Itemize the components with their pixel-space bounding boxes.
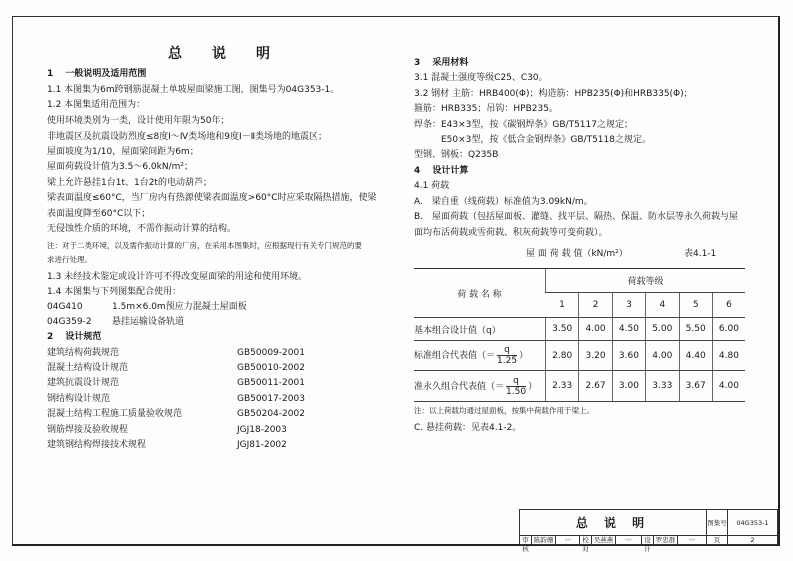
reviewer-name: 陈韵珊 [532,536,556,545]
weld-line: 焊条：E43×3型，按《碳钢焊条》GB/T5117之规定； [414,120,633,130]
page-number: 2 [728,536,778,545]
norm-code: GB50009-2001 [237,348,305,358]
scope-line: 非地震区及抗震设防烈度≤8度Ⅰ～Ⅳ类场地和9度Ⅰ－Ⅱ类场地的地震区； [47,132,328,142]
cell: 6.00 [712,318,745,341]
section-1-heading: 1 一般说明及适用范围 [47,69,147,79]
scope-line: 使用环境类别为一类，设计使用年限为50年； [47,116,230,126]
title-block-title: 总 说 明 [520,510,707,536]
clause-1-1: 1.1 本图集为6m跨钢筋混凝土单坡屋面梁施工图，图集号为04G353-1。 [47,85,340,95]
cell: 4.00 [646,341,679,371]
cell: 2.33 [546,371,579,402]
denominator: 1.25 [497,356,518,366]
fraction [506,376,526,397]
norm-name: 建筑结构荷载规范 [47,348,120,358]
cell: 3.67 [679,371,712,402]
atlas-code: 04G410 [47,302,83,312]
fraction [497,345,517,366]
row-label: 基本组合设计值（q） [414,318,546,341]
cell: 3.50 [546,318,579,341]
cell: 3.33 [646,371,679,402]
clause-3-2: 3.2 钢材 主筋：HRB400(Φ)；构造筋：HPB235(Φ)和HRB335(Φ)； [414,89,693,99]
cell: 5.00 [646,318,679,341]
designer-name: 罗忠群 [654,536,678,545]
clause-1-4: 1.4 本图集与下列图集配合使用： [47,287,182,297]
level-header: 4 [646,293,679,318]
stirrup-line: 箍筋：HRB335；吊钩：HPB235。 [414,104,558,114]
section-2-heading: 2 设计规范 [47,332,102,342]
norm-name: 混凝土结构设计规范 [47,363,129,373]
level-header: 6 [712,293,745,318]
roof-load-table [414,268,745,402]
table-row [414,341,745,371]
note-line: 求进行处理。 [47,255,92,264]
cell: 4.00 [712,371,745,402]
numerator: q [497,345,517,356]
cell: 5.50 [679,318,712,341]
title-block [519,509,778,553]
col-group-header: 荷载等级 [546,269,746,293]
steel-line: 型钢、钢板：Q235B [414,150,499,160]
atlas-label: 图集号 [707,510,728,536]
norm-name: 建筑钢结构焊接技术规程 [47,440,147,450]
clause-4-1: 4.1 荷载 [414,181,450,191]
col-name-header: 荷 载 名 称 [414,269,546,318]
cell: 4.80 [712,341,745,371]
check-label: 校对 [580,536,592,545]
page-label: 页 [707,536,728,545]
design-label: 设计 [642,536,654,545]
numerator: q [506,376,526,387]
scope-line: 梁上允许悬挂1台1t、1台2t的电动葫芦； [47,178,212,188]
cell: 2.67 [579,371,612,402]
norm-code: GB50204-2002 [237,409,305,419]
weld-line: E50×3型，按《低合金钢焊条》GB/T5118之规定。 [441,135,651,145]
load-a: A. 梁自重（线荷载）标准值为3.09kN/m。 [414,197,593,207]
checker-signature: 〰 [616,536,642,545]
table-title: 屋 面 荷 载 值（kN/m²） [526,249,628,259]
atlas-name: 1.5m×6.0m预应力混凝土屋面板 [112,302,247,312]
section-4-heading: 4 设计计算 [414,166,469,176]
norm-code: GB50011-2001 [237,378,305,388]
paren: ） [528,381,538,392]
norm-name: 混凝土结构工程施工质量验收规范 [47,409,183,419]
row-label [414,371,546,402]
reviewer-signature: 〰 [556,536,580,545]
table-row [414,318,745,341]
load-b-cont: 面均布活荷载或雪荷载、积灰荷载等可变荷载）。 [414,228,608,238]
atlas-number: 04G353-1 [728,510,778,536]
norm-code: GB50010-2002 [237,363,305,373]
cell: 4.00 [579,318,612,341]
section-3-heading: 3 采用材料 [414,58,469,68]
level-header: 1 [546,293,579,318]
scope-line: 屋面荷载设计值为3.5～6.0kN/m²； [47,162,193,172]
cell: 2.80 [546,341,579,371]
norm-code: JGJ18-2003 [237,425,287,435]
table-number: 表4.1-1 [684,249,717,259]
scope-line: 无侵蚀性介质的环境，不需作振动计算的结构。 [47,224,237,234]
norm-name: 钢筋焊接及验收规程 [47,425,129,435]
load-c: C. 悬挂荷载：见表4.1-2。 [414,423,522,433]
level-header: 5 [679,293,712,318]
scope-line: 屋面坡度为1/10，屋面梁间距为6m； [47,147,199,157]
level-header: 3 [612,293,645,318]
cell: 3.00 [612,371,645,402]
norm-code: GB50017-2003 [237,394,305,404]
denominator: 1.50 [506,386,527,397]
clause-1-2: 1.2 本图集适用范围为： [47,100,146,110]
review-label: 审核 [520,536,532,545]
note-line: 注：对于二类环境，以及需作振动计算的厂房，在采用本图集时，应根据现行有关专门规范的要 [47,241,362,250]
atlas-name: 悬挂运输设备轨道 [112,317,185,327]
table-note: 注：以上荷载均通过屋面板，按集中荷载作用于梁上。 [414,406,594,415]
load-b: B. 屋面荷载（包括屋面板、灌缝、找平层、隔热、保温、防水层等永久荷载与屋 [414,212,739,222]
atlas-code: 04G359-2 [47,317,92,327]
clause-3-1: 3.1 混凝土强度等级C25、C30。 [414,73,548,83]
scope-line: 梁表面温度≤60°C，当厂房内有热源使梁表面温度>60°C时应采取隔热措施，使梁 [47,193,377,203]
paren: ） [519,351,529,361]
cell: 3.60 [612,341,645,371]
cell: 4.50 [612,318,645,341]
norm-name: 钢结构设计规范 [47,394,111,404]
cell: 3.20 [579,341,612,371]
page-title: 总说明 [168,46,300,62]
row-label-text: 标准组合代表值（＝ [414,351,496,361]
row-label [414,341,546,371]
level-header: 2 [579,293,612,318]
checker-name: 吴燕燕 [592,536,616,545]
clause-1-3: 1.3 未经技术鉴定或设计许可不得改变屋面梁的用途和使用环境。 [47,272,308,282]
cell: 4.40 [679,341,712,371]
row-label-text: 准永久组合代表值（＝ [414,381,505,392]
table-row [414,371,745,402]
designer-signature: 〰 [678,536,707,545]
scope-line: 表面温度降至60°C以下； [47,209,151,219]
norm-name: 建筑抗震设计规范 [47,378,120,388]
norm-code: JGJ81-2002 [237,440,287,450]
